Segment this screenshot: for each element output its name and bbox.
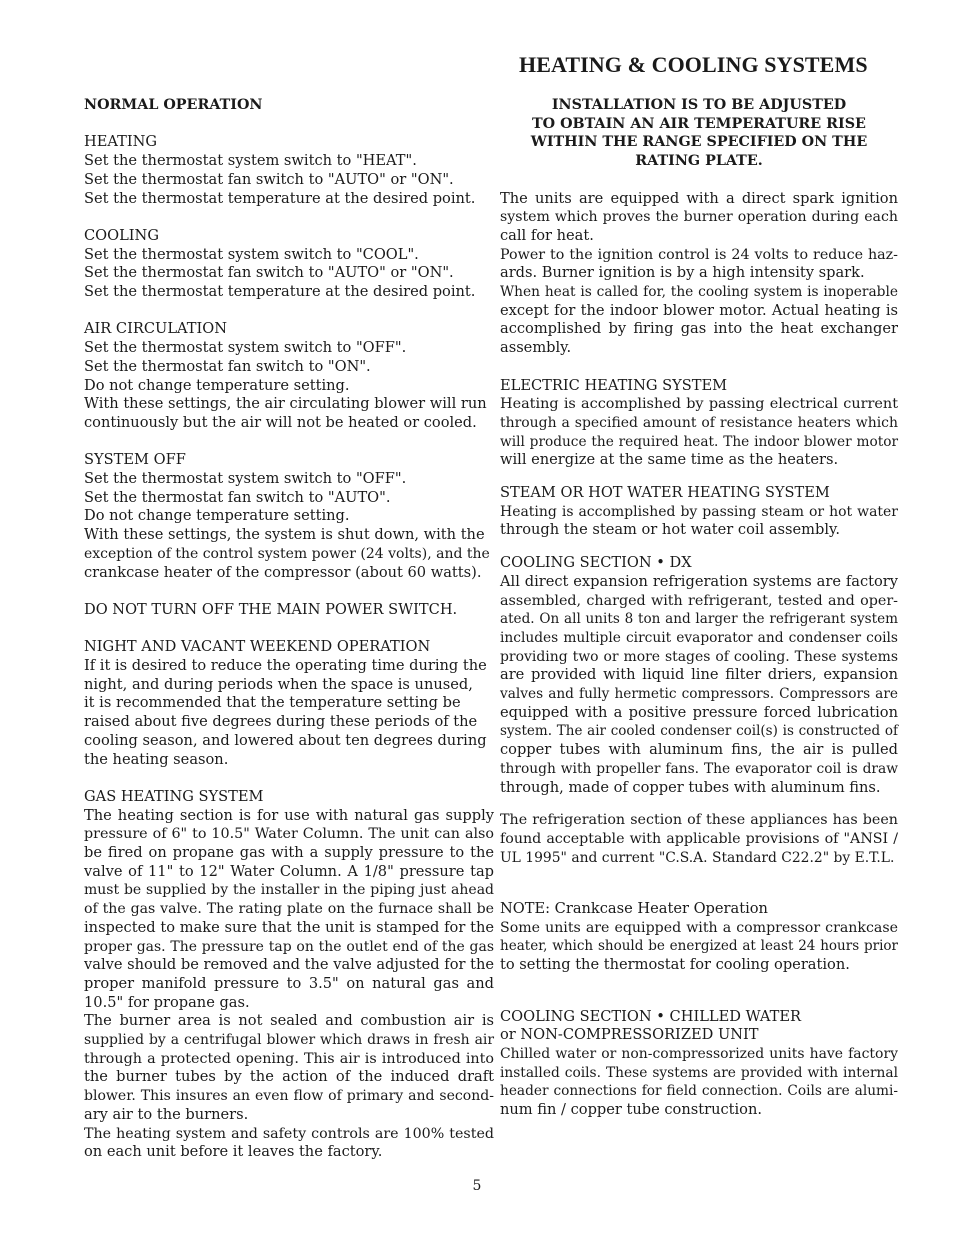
cooling-dx-line: are provided with liquid line filter driers, expansion	[500, 666, 898, 684]
night-vacant-line: cooling season, and lowered about ten degrees during	[84, 731, 487, 749]
ignition-line: Power to the ignition control is 24 volts to reduce haz-	[500, 246, 898, 263]
notice-line: INSTALLATION IS TO BE ADJUSTED	[551, 97, 847, 113]
gas-heating-line: The heating section is for use with natural gas supply	[84, 806, 494, 824]
steam-heating-heading: STEAM OR HOT WATER HEATING SYSTEM	[500, 484, 830, 502]
gas-heating-line: blower. This insures an even flow of primary and second-	[84, 1088, 494, 1105]
chilled-water-heading: or NON-COMPRESSORIZED UNIT	[500, 1026, 759, 1044]
cooling-dx-line: equipped with a positive pressure forced lubrication	[500, 703, 898, 721]
electric-heating-line: Heating is accomplished by passing electrical current	[500, 396, 898, 413]
gas-heating-line: valve should be removed and the valve adjusted for the	[84, 956, 494, 974]
refrigeration-line: The refrigeration section of these appliances has been	[500, 812, 898, 829]
ignition-line: except for the indoor blower motor. Actual heating is	[500, 301, 898, 319]
system-off-line: exception of the control system power (24 volts), and the	[84, 545, 490, 562]
night-vacant-heading: NIGHT AND VACANT WEEKEND OPERATION	[84, 638, 431, 656]
air-circulation-line: Do not change temperature setting.	[84, 376, 350, 394]
chilled-water-heading: COOLING SECTION • CHILLED WATER	[500, 1007, 801, 1025]
notice-line: TO OBTAIN AN AIR TEMPERATURE RISE	[532, 115, 866, 132]
system-off-line: Do not change temperature setting.	[84, 507, 350, 525]
heating-line: Set the thermostat temperature at the desired point.	[84, 189, 476, 207]
system-off-line: With these settings, the system is shut down, with the	[84, 526, 485, 544]
ignition-line: The units are equipped with a direct spark ignition	[500, 189, 898, 207]
air-circulation-line: continuously but the air will not be heated or cooled.	[84, 413, 477, 431]
gas-heating-line: on each unit before it leaves the factory.	[84, 1143, 383, 1161]
notice-line: RATING PLATE.	[635, 153, 763, 170]
gas-heating-line: 10.5" for propane gas.	[84, 993, 250, 1011]
gas-heating-line: ary air to the burners.	[84, 1105, 249, 1123]
right-column	[500, 96, 898, 1120]
air-circulation-line: With these settings, the air circulating blower will run	[84, 395, 487, 413]
cooling-dx-line: All direct expansion refrigeration systems are factory	[500, 572, 898, 590]
ignition-line: ards. Burner ignition is by a high intensity spark.	[500, 264, 865, 282]
cooling-line: Set the thermostat temperature at the desired point.	[84, 283, 476, 300]
cooling-dx-line: providing two or more stages of cooling. These systems	[500, 648, 898, 665]
night-vacant-line: If it is desired to reduce the operating time during the	[84, 657, 487, 674]
cooling-dx-line: valves and fully hermetic compressors. Compressors are	[500, 686, 898, 703]
cooling-dx-line: through, made of copper tubes with aluminum fins.	[500, 778, 881, 796]
air-circulation-line: Set the thermostat system switch to "OFF".	[84, 339, 407, 357]
heating-line: Set the thermostat fan switch to "AUTO" or "ON".	[84, 170, 454, 188]
heating-heading: HEATING	[84, 133, 158, 151]
normal-operation-heading: NORMAL OPERATION	[84, 97, 263, 113]
gas-heating-line: The heating system and safety controls are 100% tested	[84, 1125, 494, 1142]
crankcase-note-line: Some units are equipped with a compressor crankcase	[500, 919, 898, 936]
cooling-dx-line: ated. On all units 8 ton and larger the refrigerant system	[500, 611, 898, 628]
gas-heating-line: pressure of 6" to 10.5" Water Column. The unit can also	[84, 826, 494, 843]
electric-heating-line: through a specified amount of resistance heaters which	[500, 414, 898, 431]
ignition-line: When heat is called for, the cooling system is inoperable	[500, 284, 898, 301]
gas-heating-heading: GAS HEATING SYSTEM	[84, 787, 264, 805]
notice-line: WITHIN THE RANGE SPECIFIED ON THE	[530, 134, 868, 151]
power-switch-warning: DO NOT TURN OFF THE MAIN POWER SWITCH.	[84, 600, 458, 618]
gas-heating-line: inspected to make sure that the unit is stamped for the	[84, 918, 494, 936]
electric-heating-line: will energize at the same time as the heaters.	[500, 451, 839, 469]
gas-heating-line: proper manifold pressure to 3.5" on natural gas and	[84, 974, 494, 992]
page-title: HEATING & COOLING SYSTEMS	[519, 52, 868, 77]
cooling-dx-line: through with propeller fans. The evaporator coil is draw	[500, 760, 898, 777]
cooling-heading: COOLING	[84, 226, 159, 244]
electric-heating-line: will produce the required heat. The indoor blower motor	[500, 433, 898, 450]
cooling-line: Set the thermostat fan switch to "AUTO" or "ON".	[84, 264, 454, 282]
cooling-dx-line: copper tubes with aluminum fins, the air is pulled	[500, 741, 898, 759]
system-off-line: Set the thermostat fan switch to "AUTO".	[84, 488, 391, 506]
left-column	[84, 96, 494, 1162]
night-vacant-line: raised about five degrees during these periods of the	[84, 713, 478, 731]
ignition-line: assembly.	[500, 339, 572, 357]
chilled-water-line: num fin / copper tube construction.	[500, 1101, 762, 1119]
gas-heating-line: must be supplied by the installer in the piping just ahead	[84, 882, 494, 899]
gas-heating-line: valve of 11" to 12" Water Column. A 1/8" pressure tap	[84, 862, 494, 880]
crankcase-note-line: heater, which should be energized at least 24 hours prior	[500, 938, 898, 955]
refrigeration-line: UL 1995" and current "C.S.A. Standard C22.2" by E.T.L.	[500, 849, 895, 866]
heating-line: Set the thermostat system switch to "HEAT".	[84, 152, 417, 170]
chilled-water-line: installed coils. These systems are provided with internal	[500, 1064, 898, 1081]
gas-heating-line: be fired on propane gas with a supply pressure to the	[84, 844, 494, 862]
steam-heating-line: Heating is accomplished by passing steam or hot water	[500, 503, 898, 520]
gas-heating-line: the burner tubes by the action of the induced draft	[84, 1068, 494, 1086]
refrigeration-line: found acceptable with applicable provisions of "ANSI /	[500, 830, 898, 847]
air-circulation-line: Set the thermostat fan switch to "ON".	[84, 357, 371, 375]
cooling-dx-heading: COOLING SECTION • DX	[500, 554, 692, 572]
electric-heating-heading: ELECTRIC HEATING SYSTEM	[500, 376, 728, 394]
page-number: 5	[472, 1178, 482, 1194]
gas-heating-line: The burner area is not sealed and combustion air is	[84, 1012, 494, 1030]
night-vacant-line: it is recommended that the temperature setting be	[84, 694, 461, 712]
gas-heating-line: supplied by a centrifugal blower which draws in fresh air	[84, 1032, 494, 1049]
gas-heating-line: proper gas. The pressure tap on the outlet end of the gas	[84, 938, 494, 955]
ignition-line: system which proves the burner operation during each	[500, 209, 898, 226]
chilled-water-line: header connections for field connection. Coils are alumi-	[500, 1083, 898, 1100]
gas-heating-line: through a protected opening. This air is introduced into	[84, 1050, 494, 1067]
cooling-dx-line: assembled, charged with refrigerant, tested and oper-	[500, 592, 898, 609]
gas-heating-line: of the gas valve. The rating plate on the furnace shall be	[84, 901, 494, 918]
crankcase-note-heading: NOTE: Crankcase Heater Operation	[500, 900, 768, 918]
ignition-line: call for heat.	[500, 226, 594, 244]
system-off-heading: SYSTEM OFF	[84, 451, 186, 469]
system-off-line: crankcase heater of the compressor (about 60 watts).	[84, 563, 482, 581]
crankcase-note-line: to setting the thermostat for cooling operation.	[500, 956, 850, 974]
ignition-line: accomplished by firing gas into the heat exchanger	[500, 320, 898, 338]
cooling-dx-line: includes multiple circuit evaporator and condenser coils	[500, 629, 898, 646]
chilled-water-line: Chilled water or non-compressorized units have factory	[500, 1045, 898, 1062]
installation-notice	[500, 96, 898, 171]
system-off-line: Set the thermostat system switch to "OFF".	[84, 470, 407, 487]
night-vacant-line: the heating season.	[84, 750, 229, 768]
cooling-line: Set the thermostat system switch to "COOL".	[84, 245, 419, 263]
cooling-dx-line: system. The air cooled condenser coil(s) is constructed of	[500, 723, 898, 740]
air-circulation-heading: AIR CIRCULATION	[84, 320, 227, 338]
night-vacant-line: night, and during periods when the space is unused,	[84, 675, 473, 693]
steam-heating-line: through the steam or hot water coil assembly.	[500, 521, 840, 539]
